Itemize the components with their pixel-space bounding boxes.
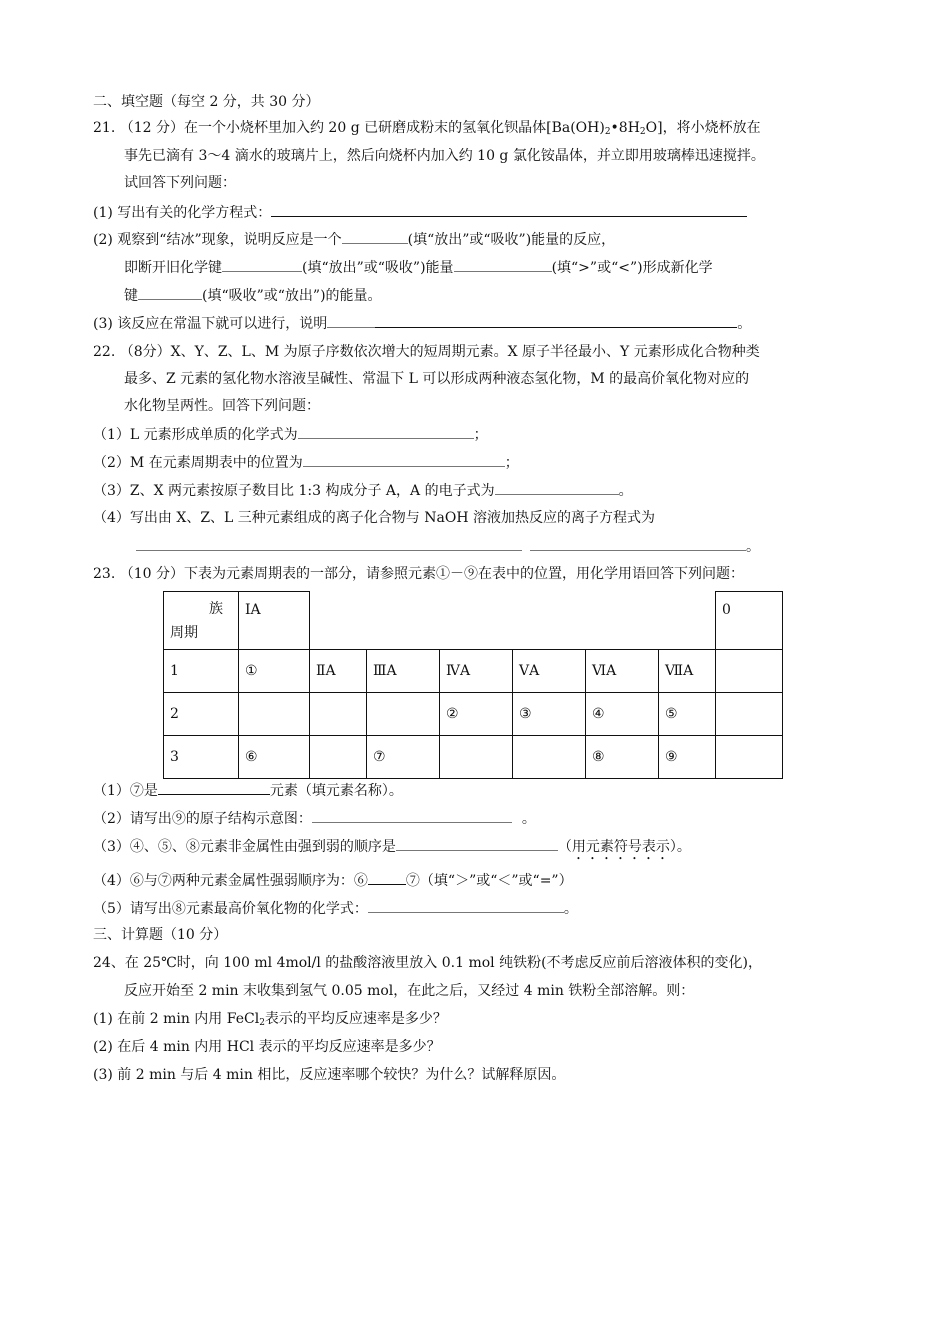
q22-part-1: （1）L 元素形成单质的化学式为 ；: [93, 424, 488, 445]
q21-line-2: 事先已滴有 3～4 滴水的玻璃片上，然后向烧杯内加入约 10 g 氯化铵晶体，并立即用玻璃棒迅速搅拌。: [124, 148, 765, 164]
answer-blank[interactable]: [136, 536, 522, 551]
answer-blank[interactable]: [495, 480, 619, 495]
answer-blank[interactable]: [327, 313, 375, 328]
header-period-label: 周期: [170, 624, 198, 641]
q22-line-1: 22. （8分）X、Y、Z、L、M 为原子序数依次增大的短周期元素。X 原子半径最小、Y 元素形成化合物种类: [93, 344, 760, 360]
table-cell: 2: [164, 693, 239, 736]
table-cell: ①: [239, 650, 310, 693]
table-row: [164, 736, 783, 779]
answer-blank[interactable]: [396, 836, 558, 851]
table-cell: [716, 650, 783, 693]
section-2-title: 二、填空题（每空 2 分，共 30 分）: [93, 94, 320, 110]
table-cell: [310, 693, 367, 736]
q24-part-1: (1) 在前 2 min 内用 FeCl$_2$表示的平均反应速率是多少？: [93, 1011, 447, 1028]
header-group-label: 族: [209, 600, 223, 617]
group-ia-header: IA: [239, 592, 310, 650]
answer-blank[interactable]: [342, 229, 408, 244]
q24-part-3: (3) 前 2 min 与后 4 min 相比，反应速率哪个较快？为什么？试解释原因。: [93, 1067, 566, 1083]
table-cell: 3: [164, 736, 239, 779]
q23-part-3: （3）④、⑤、⑧元素非金属性由强到弱的顺序是 （用元素符号表示）。: [93, 836, 691, 863]
table-cell: ③: [513, 693, 586, 736]
answer-blank[interactable]: [303, 452, 505, 467]
answer-blank[interactable]: [271, 202, 747, 217]
answer-blank[interactable]: [368, 898, 564, 913]
table-cell: 1: [164, 650, 239, 693]
q22-part-4-answer: 。: [136, 536, 760, 557]
table-cell: [367, 693, 440, 736]
q23-part-4: （4）⑥与⑦两种元素金属性强弱顺序为：⑥ ⑦（填“＞”或“＜”或“=”）: [93, 870, 573, 891]
answer-blank[interactable]: [158, 780, 270, 795]
table-row: [164, 693, 783, 736]
table-cell: [513, 736, 586, 779]
table-cell: ⅤA: [513, 650, 586, 693]
answer-blank[interactable]: [368, 870, 406, 885]
group-0-header: 0: [716, 592, 783, 650]
answer-blank[interactable]: [454, 257, 552, 272]
q23-part-1: （1）⑦是 元素（填元素名称）。: [93, 780, 403, 801]
answer-blank[interactable]: [312, 808, 512, 823]
periodic-table-fragment: [163, 591, 783, 779]
table-cell: ⅡA: [310, 650, 367, 693]
table-cell: ②: [440, 693, 513, 736]
q23-intro: 23. （10 分）下表为元素周期表的一部分，请参照元素①－⑨在表中的位置，用化学用语回答下列问题：: [93, 566, 744, 582]
q21-part-1: (1) 写出有关的化学方程式：: [93, 202, 747, 223]
q21-part-2: (2) 观察到“结冰”现象，说明反应是一个 (填“放出”或“吸收”)能量的反应，: [93, 229, 615, 250]
table-header-corner: [164, 592, 239, 650]
q24-line-1: 24、在 25℃时，向 100 ml 4mol/l 的盐酸溶液里放入 0.1 mol 纯铁粉(不考虑反应前后溶液体积的变化)，: [93, 955, 763, 971]
answer-blank[interactable]: [138, 285, 202, 300]
table-cell: ⅣA: [440, 650, 513, 693]
q21-line-1: 21. （12 分）在一个小烧杯里加入约 20 g 已研磨成粉末的氢氧化钡晶体$[Ba(OH)_2•8H_2O]$，将小烧杯放在: [93, 120, 761, 137]
q21-part-3: (3) 该反应在常温下就可以进行，说明 。: [93, 313, 751, 334]
table-cell: [310, 736, 367, 779]
q23-part-2: （2）请写出⑨的原子结构示意图： 。: [93, 808, 536, 829]
q22-part-3: （3）Z、X 两元素按原子数目比 1:3 构成分子 A，A 的电子式为 。: [93, 480, 633, 501]
table-row: [164, 650, 783, 693]
q22-line-3: 水化物呈两性。回答下列问题：: [124, 398, 320, 414]
table-cell: [440, 736, 513, 779]
q24-part-2: (2) 在后 4 min 内用 HCl 表示的平均反应速率是多少？: [93, 1039, 441, 1055]
q21-line-3: 试回答下列问题：: [124, 175, 236, 191]
table-cell: ⅥA: [586, 650, 659, 693]
q22-part-2: （2）M 在元素周期表中的位置为 ；: [93, 452, 519, 473]
table-cell: ⑥: [239, 736, 310, 779]
table-cell: [716, 693, 783, 736]
table-cell: ⑦: [367, 736, 440, 779]
table-cell: ⑨: [659, 736, 716, 779]
q23-part-5: （5）请写出⑧元素最高价氧化物的化学式： 。: [93, 898, 578, 919]
table-cell: [716, 736, 783, 779]
table-cell: ⑧: [586, 736, 659, 779]
q22-part-4: （4）写出由 X、Z、L 三种元素组成的离子化合物与 NaOH 溶液加热反应的离子方程式为: [93, 510, 655, 526]
answer-blank[interactable]: [375, 313, 737, 328]
q21-part-2-line-3: 键 (填“吸收”或“放出”)的能量。: [124, 285, 382, 306]
table-cell: [239, 693, 310, 736]
answer-blank[interactable]: [530, 536, 746, 551]
table-cell: ⅢA: [367, 650, 440, 693]
section-3-title: 三、计算题（10 分）: [93, 927, 228, 943]
table-gap: [310, 592, 716, 650]
q24-line-2: 反应开始至 2 min 末收集到氢气 0.05 mol，在此之后，又经过 4 min 铁粉全部溶解。则：: [124, 983, 695, 999]
answer-blank[interactable]: [298, 424, 474, 439]
q22-line-2: 最多、Z 元素的氢化物水溶液呈碱性、常温下 L 可以形成两种液态氢化物，M 的最高价氧化物对应的: [124, 371, 750, 387]
table-cell: ④: [586, 693, 659, 736]
q21-part-2-line-2: 即断开旧化学键 (填“放出”或“吸收”)能量 (填“>”或“<”)形成新化学: [124, 257, 713, 278]
answer-blank[interactable]: [222, 257, 302, 272]
table-cell: ⑤: [659, 693, 716, 736]
table-cell: ⅦA: [659, 650, 716, 693]
